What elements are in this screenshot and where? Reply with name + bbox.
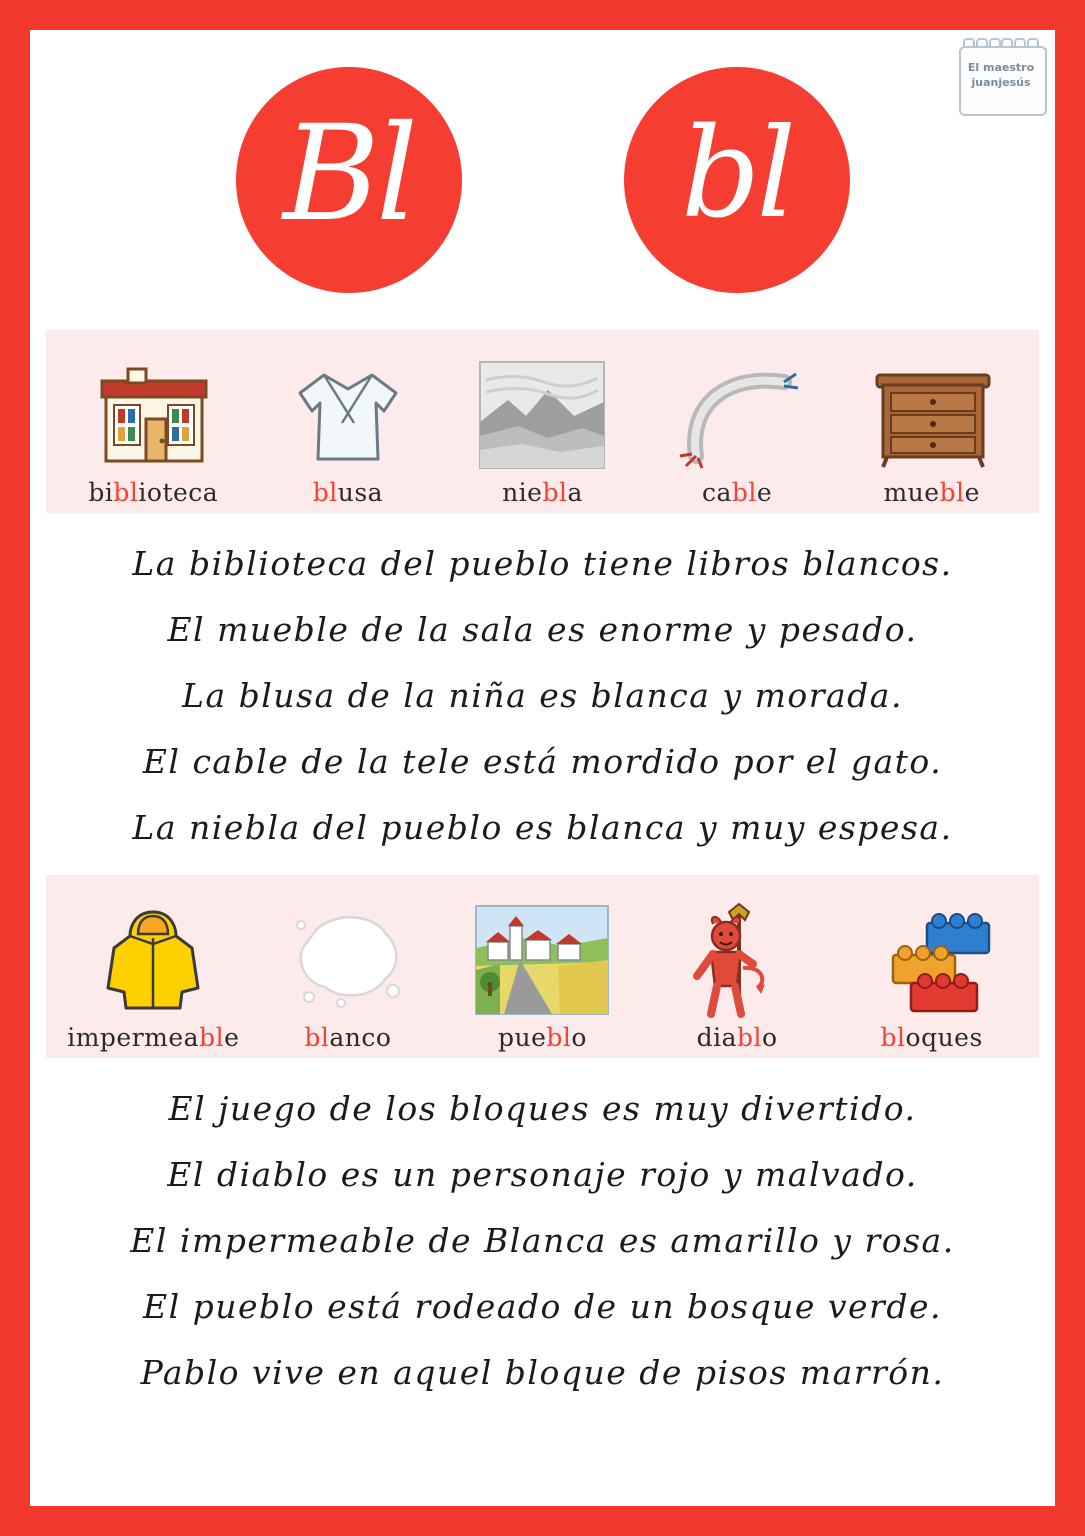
uppercase-letter-circle bbox=[236, 67, 462, 293]
vocabulary-item bbox=[447, 875, 637, 1058]
logo-line1: El maestro bbox=[967, 61, 1035, 74]
vocabulary-item bbox=[837, 875, 1027, 1058]
devil-icon bbox=[642, 901, 832, 1019]
lowercase-letter-circle bbox=[624, 67, 850, 293]
vocabulary-caption: niebla bbox=[502, 478, 583, 507]
sentence-line: El pueblo está rodeado de un bosque verde. bbox=[143, 1287, 942, 1326]
sentence-line: El mueble de la sala es enorme y pesado. bbox=[167, 610, 918, 649]
vocabulary-item bbox=[642, 875, 832, 1058]
sentence-line: El juego de los bloques es muy divertido. bbox=[168, 1089, 917, 1128]
vocabulary-item bbox=[837, 330, 1027, 513]
white-paint-splash-icon bbox=[253, 901, 443, 1019]
vocabulary-item bbox=[253, 875, 443, 1058]
sentence-line: La niebla del pueblo es blanca y muy espesa. bbox=[132, 808, 953, 847]
vocabulary-item bbox=[58, 875, 248, 1058]
sentence-line: El impermeable de Blanca es amarillo y rosa. bbox=[130, 1221, 955, 1260]
vocabulary-caption: mueble bbox=[883, 478, 980, 507]
sentence-line: El cable de la tele está mordido por el gato. bbox=[142, 742, 943, 781]
vocabulary-caption: biblioteca bbox=[88, 478, 219, 507]
vocabulary-caption: cable bbox=[701, 478, 773, 507]
vocabulary-item bbox=[253, 330, 443, 513]
vocabulary-item bbox=[58, 330, 248, 513]
vocabulary-caption: impermeable bbox=[67, 1023, 240, 1052]
vocabulary-caption: pueblo bbox=[498, 1023, 587, 1052]
header-letters bbox=[30, 30, 1055, 330]
fog-landscape-icon bbox=[447, 356, 637, 474]
library-building-icon bbox=[58, 356, 248, 474]
vocabulary-caption: blanco bbox=[304, 1023, 392, 1052]
sentence-block-1 bbox=[30, 513, 1055, 875]
sentence-line: La blusa de la niña es blanca y morada. bbox=[182, 676, 903, 715]
dresser-furniture-icon bbox=[837, 356, 1027, 474]
logo-line2: juanjesús bbox=[971, 76, 1031, 89]
village-icon bbox=[447, 901, 637, 1019]
vocabulary-caption: bloques bbox=[880, 1023, 983, 1052]
sentence-line: La biblioteca del pueblo tiene libros blancos. bbox=[132, 544, 953, 583]
raincoat-icon bbox=[58, 901, 248, 1019]
worksheet-sheet bbox=[30, 30, 1055, 1506]
blouse-icon bbox=[253, 356, 443, 474]
vocabulary-item bbox=[642, 330, 832, 513]
sentence-block-2 bbox=[30, 1058, 1055, 1420]
sentence-line: Pablo vive en aquel bloque de pisos marrón. bbox=[140, 1353, 945, 1392]
vocabulary-strip-1 bbox=[46, 330, 1039, 513]
vocabulary-caption: diablo bbox=[696, 1023, 778, 1052]
electric-cable-icon bbox=[642, 356, 832, 474]
building-blocks-icon bbox=[837, 901, 1027, 1019]
uppercase-letter: Bl bbox=[282, 97, 415, 251]
sentence-line: El diablo es un personaje rojo y malvado. bbox=[167, 1155, 918, 1194]
lowercase-letter: bl bbox=[680, 102, 793, 246]
vocabulary-strip-2 bbox=[46, 875, 1039, 1058]
vocabulary-item bbox=[447, 330, 637, 513]
vocabulary-caption: blusa bbox=[312, 478, 384, 507]
